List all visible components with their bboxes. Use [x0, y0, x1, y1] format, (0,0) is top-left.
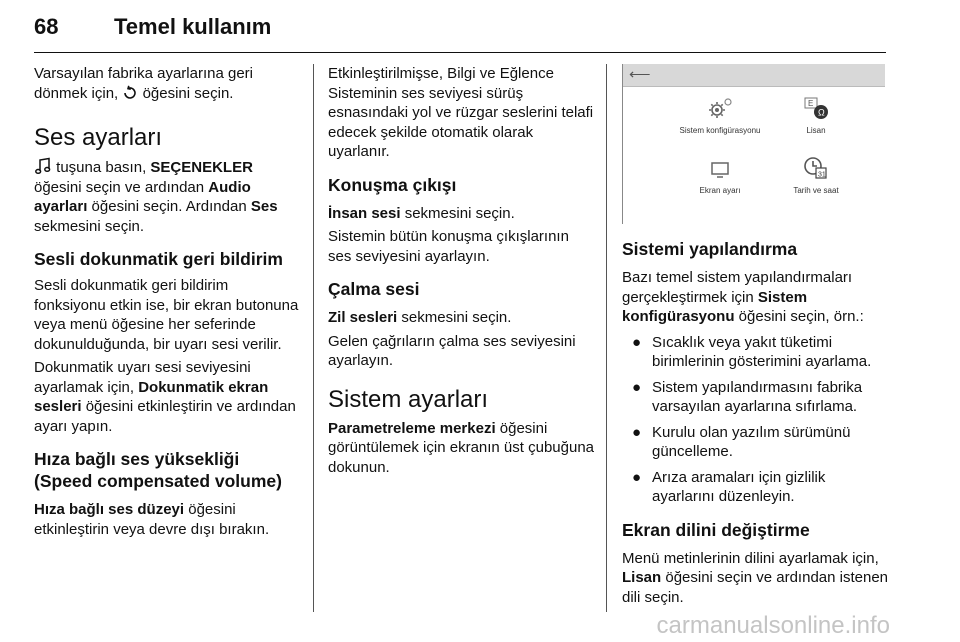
tile-system-config[interactable]	[665, 96, 775, 135]
sistem-paragraph: Parametreleme merkezi öğesini görüntülemek için ekranın üst çubuğuna dokunun.	[328, 419, 595, 476]
list-item: ● Kurulu olan yazılım sürümünü güncelleme.	[632, 423, 851, 460]
ses-paragraph: tuşuna basın, SEÇENEKLER öğesini seçin ve ardından Audio ayarları öğesini seçin. Ardından Ses sekmesini seçin.	[34, 159, 278, 235]
list-item: ● Arıza aramaları için gizlilik ayarlarını düzenleyin.	[632, 468, 826, 505]
volume-paragraph: Etkinleştirilmişse, Bilgi ve Eğlence Sisteminin ses seviyesi sürüş esnasındaki yol ve rüzgar seslerini telafi edecek şekilde otomatik olarak uyarlanır.	[328, 65, 594, 160]
calma-paragraph-2: Gelen çağrıların çalma ses seviyesini ayarlayın.	[328, 332, 576, 369]
sesli-paragraph-1: Sesli dokunmatik geri bildirim fonksiyonu etkin ise, bir ekran butonuna veya menü öğesine her seferinde dokunulduğunda, bir uyarı sesi verilir.	[34, 277, 299, 353]
heading-calma: Çalma sesi	[328, 279, 420, 299]
svg-text:31: 31	[818, 171, 826, 179]
bullet-list	[622, 333, 892, 507]
sesli-paragraph-2: Dokunmatik uyarı sesi seviyesini ayarlamak için, Dokunmatik ekran sesleri öğesini etkinleştirin ve ardından ayarı yapın.	[34, 359, 296, 435]
dil-paragraph: Menü metinlerinin dilini ayarlamak için, Lisan öğesini seçin ve ardından istenen dili seçin.	[622, 549, 889, 606]
intro-paragraph: Varsayılan fabrika ayarlarına geri dönmek için, öğesini seçin.	[34, 65, 253, 102]
heading-sistemi-yapilandirma: Sistemi yapılandırma	[622, 239, 798, 259]
konusma-paragraph-2: Sistemin bütün konuşma çıkışlarının ses seviyesini ayarlayın.	[328, 228, 569, 265]
monitor-icon	[705, 158, 735, 182]
column-1	[34, 64, 300, 539]
chapter-title: Temel kullanım	[114, 14, 272, 39]
tile-language[interactable]	[761, 96, 871, 135]
tile-label: Sistem konfigürasyonu	[679, 126, 761, 135]
heading-ekran-dili: Ekran dilini değiştirme	[622, 519, 810, 540]
heading-konusma: Konuşma çıkışı	[328, 174, 457, 195]
bullet-icon: ●	[632, 423, 642, 441]
reset-icon	[122, 85, 138, 101]
clock-calendar-icon	[801, 154, 831, 182]
section-title-sistem: Sistem ayarları	[328, 385, 489, 413]
bullet-icon: ●	[632, 333, 642, 351]
svg-text:Ω: Ω	[818, 107, 825, 118]
heading-hiza-bagli: Hıza bağlı ses yüksekliği (Speed compensated volume)	[34, 449, 282, 491]
section-title-ses: Ses ayarları	[34, 124, 163, 151]
tile-label: Ekran ayarı	[699, 186, 741, 195]
language-icon	[801, 96, 831, 122]
calma-paragraph-1: Zil sesleri sekmesini seçin.	[328, 309, 512, 326]
yapilandirma-paragraph: Bazı temel sistem yapılandırmaları gerçekleştirmek için Sistem konfigürasyonu öğesini seçin, örn.:	[622, 269, 864, 325]
tile-label: Lisan	[806, 126, 826, 135]
column-divider	[313, 64, 314, 612]
column-divider	[606, 64, 607, 612]
list-item: ● Sıcaklık veya yakıt tüketimi birimlerinin gösterimini ayarlama.	[632, 333, 872, 370]
bullet-icon: ●	[632, 468, 642, 486]
page-number: 68	[34, 14, 59, 39]
hiz-paragraph: Hıza bağlı ses düzeyi öğesini etkinleştirin veya devre dışı bırakın.	[34, 501, 270, 538]
back-arrow-icon[interactable]: ⟵	[629, 66, 651, 83]
tile-date-time[interactable]	[761, 154, 871, 195]
tile-label: Tarih ve saat	[793, 186, 839, 195]
konusma-paragraph-1: İnsan sesi sekmesini seçin.	[328, 204, 515, 222]
page-header	[34, 14, 886, 53]
settings-screenshot	[622, 64, 885, 224]
tile-display[interactable]	[665, 158, 775, 195]
gear-icon	[705, 96, 735, 122]
bullet-icon: ●	[632, 378, 642, 396]
screen-top-bar	[623, 64, 885, 87]
list-item: ● Sistem yapılandırmasını fabrika varsayılan ayarlarına sıfırlama.	[632, 378, 863, 415]
music-note-icon	[34, 157, 52, 175]
svg-text:E: E	[808, 99, 814, 108]
column-3	[622, 64, 892, 607]
heading-sesli-dokunmatik: Sesli dokunmatik geri bildirim	[34, 249, 283, 269]
column-2	[328, 64, 594, 477]
watermark: carmanualsonline.info	[656, 612, 890, 639]
